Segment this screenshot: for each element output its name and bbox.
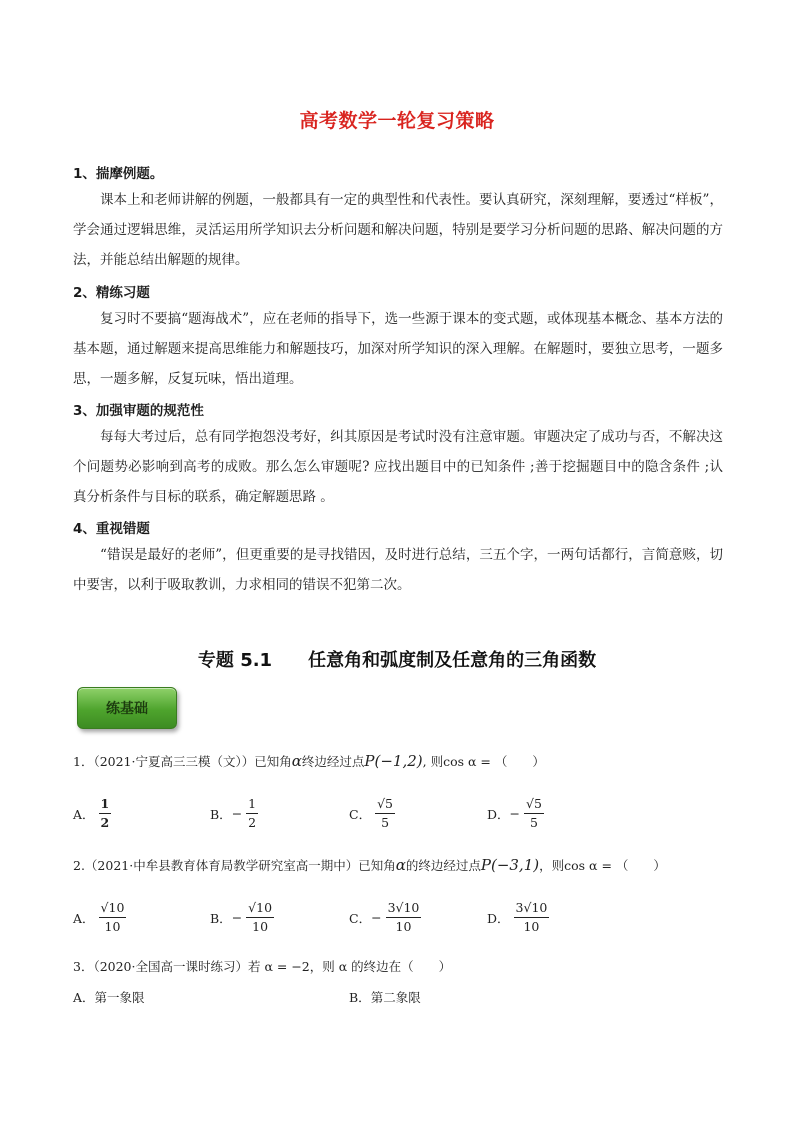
option-b[interactable]: B． − $\frac{√10}{10}$ [210,900,273,934]
option-c[interactable]: C． − $\frac{3√10}{10}$ [349,900,420,934]
section-body: “错误是最好的老师”，但更重要的是寻找错因，及时进行总结，三五个字，一两句话都行，言简意赅，切中要害，以利于吸取教训，力求相同的错误不犯第二次。 [73,547,723,593]
option-c[interactable]: C． $\frac{√5}{5}$ [349,796,393,830]
topic-number: 专题 5.1 [197,650,273,671]
option-d[interactable]: D． − $\frac{√5}{5}$ [487,796,542,830]
section-body: 每每大考过后，总有同学抱怨没考好，纠其原因是考试时没有注意审题。审题决定了成功与否，不解决这个问题势必影响到高考的成败。那么怎么审题呢? 应找出题目中的已知条件 ;善于挖掘题目中的隐含条件 ;认真分析条件与目标的联系，确定解题思路 。 [73,429,723,505]
page-title: 高考数学一轮复习策略 [299,110,495,132]
option-a[interactable]: A． 第一象限 [73,990,145,1005]
option-b[interactable]: B． 第二象限 [349,990,421,1005]
topic-name: 任意角和弧度制及任意角的三角函数 [308,650,597,671]
section-heading: 1、揣摩例题。 [73,166,164,182]
question-stem: 2.（2021·中牟县教育体育局教学研究室高一期中）已知角α的终边经过点P(−3,1)，则cos α = （ ） [73,856,666,874]
option-d[interactable]: D． $\frac{3√10}{10}$ [487,900,548,934]
option-b[interactable]: B． − $\frac{1}{2}$ [210,796,257,830]
option-a[interactable]: A． $\frac{√10}{10}$ [73,900,125,934]
section-heading: 4、重视错题 [73,521,150,537]
topic-heading [0,646,794,672]
question-stem: 3．（2020·全国高一课时练习）若 α = −2，则 α 的终边在（ ） [73,959,452,974]
section-body: 课本上和老师讲解的例题，一般都具有一定的典型性和代表性。要认真研究，深刻理解，要透过“样板”，学会通过逻辑思维，灵活运用所学知识去分析问题和解决问题，特别是要学习分析问题的思路、解决问题的方法，并能总结出解题的规律。 [73,192,723,268]
section-heading: 2、精练习题 [73,285,150,301]
section-heading: 3、加强审题的规范性 [73,403,204,419]
section-body: 复习时不要搞“题海战术”，应在老师的指导下，选一些源于课本的变式题，或体现基本概念、基本方法的基本题，通过解题来提高思维能力和解题技巧，加深对所学知识的深入理解。在解题时，要独立思考，一题多思，一题多解，反复玩味，悟出道理。 [73,311,723,387]
option-a[interactable]: A． $\frac{1}{2}$ [73,796,110,830]
basics-badge: 练基础 [77,687,177,729]
question-stem: 1．（2021·宁夏高三三模（文））已知角α终边经过点P(−1,2), 则cos α = （ ） [73,752,545,770]
